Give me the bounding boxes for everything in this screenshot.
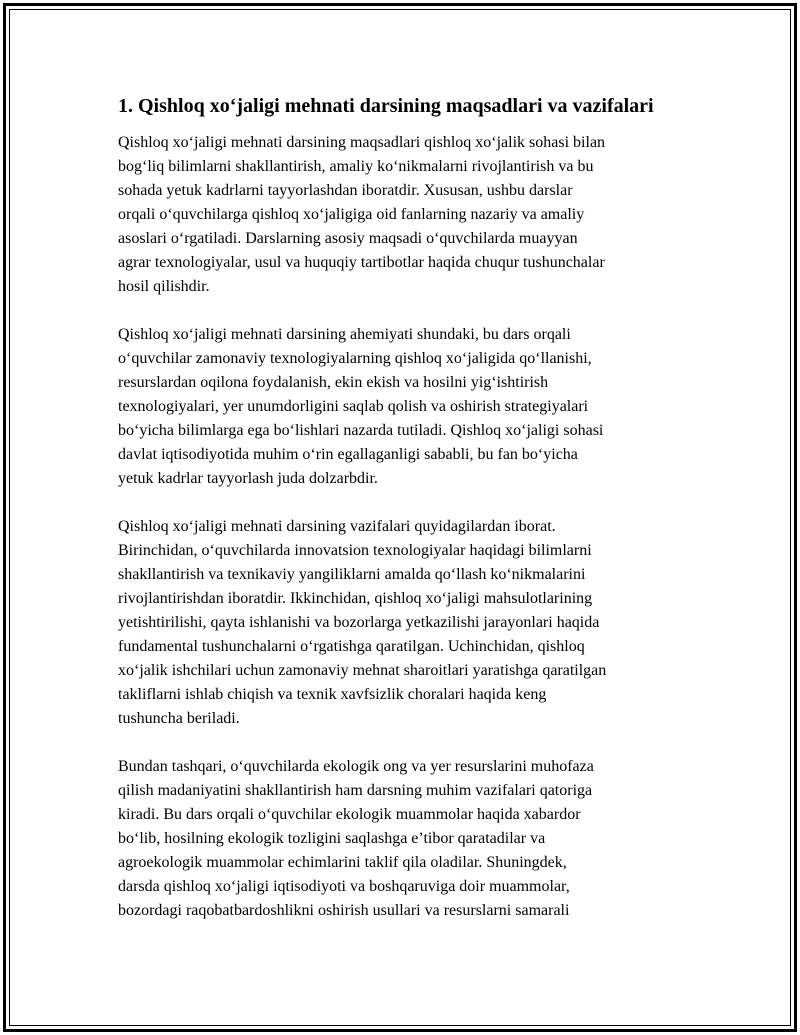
paragraph-line: yetuk kadrlar tayyorlash juda dolzarbdir. xyxy=(118,470,378,487)
paragraph-line: xo‘jalik ishchilari uchun zamonaviy mehnat sharoitlari yaratishga qaratilgan xyxy=(118,662,607,679)
paragraph-line: agroekologik muammolar echimlarini taklif qila oladilar. Shuningdek, xyxy=(118,854,567,871)
paragraph-line: hosil qilishdir. xyxy=(118,278,210,295)
section-heading: 1. Qishloq xo‘jaligi mehnati darsining maqsadlari va vazifalari xyxy=(118,95,654,117)
document-content xyxy=(118,92,688,947)
paragraph-line: takliflarni ishlab chiqish va texnik xavfsizlik choralari haqida keng xyxy=(118,686,547,703)
paragraph-line: shakllantirish va texnikaviy yangiliklarni amalda qo‘llash ko‘nikmalarini xyxy=(118,566,586,583)
paragraph-line: tushuncha beriladi. xyxy=(118,710,240,727)
paragraph-line: bog‘liq bilimlarni shakllantirish, amaliy ko‘nikmalarni rivojlantirish va bu xyxy=(118,158,594,175)
paragraph-line: darsda qishloq xo‘jaligi iqtisodiyoti va boshqaruviga doir muammolar, xyxy=(118,878,570,895)
paragraph-line: texnologiyalari, yer unumdorligini saqlab qolish va oshirish strategiyalari xyxy=(118,398,589,415)
paragraph-line: Bundan tashqari, o‘quvchilarda ekologik ong va yer resurslarini muhofaza xyxy=(118,758,594,775)
paragraph-line: orqali o‘quvchilarga qishloq xo‘jaligiga oid fanlarning nazariy va amaliy xyxy=(118,206,585,223)
paragraph-line: rivojlantirishdan iboratdir. Ikkinchidan, qishloq xo‘jaligi mahsulotlarining xyxy=(118,590,593,607)
paragraph-line: davlat iqtisodiyotida muhim o‘rin egallaganligi sababli, bu fan bo‘yicha xyxy=(118,446,578,463)
paragraph-line: bo‘lib, hosilning ekologik tozligini saqlashga e’tibor qaratadilar va xyxy=(118,830,546,847)
paragraph-line: agrar texnologiyalar, usul va huquqiy tartibotlar haqida chuqur tushunchalar xyxy=(118,254,605,271)
paragraph-line: Qishloq xo‘jaligi mehnati darsining vazifalari quyidagilardan iborat. xyxy=(118,518,556,535)
paragraph-line: kiradi. Bu dars orqali o‘quvchilar ekologik muammolar haqida xabardor xyxy=(118,806,581,823)
paragraph-line: qilish madaniyatini shakllantirish ham darsning muhim vazifalari qatoriga xyxy=(118,782,593,799)
paragraph-tasks xyxy=(118,515,688,731)
paragraph-line: fundamental tushunchalarni o‘rgatishga qaratilgan. Uchinchidan, qishloq xyxy=(118,638,585,655)
paragraph-ecology xyxy=(118,755,688,923)
paragraph-line: resurslardan oqilona foydalanish, ekin ekish va hosilni yig‘ishtirish xyxy=(118,374,549,391)
paragraph-line: yetishtirilishi, qayta ishlanishi va bozorlarga yetkazilishi jarayonlari haqida xyxy=(118,614,600,631)
paragraph-line: bo‘yicha bilimlarga ega bo‘lishlari nazarda tutiladi. Qishloq xo‘jaligi sohasi xyxy=(118,422,604,439)
paragraph-line: sohada yetuk kadrlarni tayyorlashdan iboratdir. Xususan, ushbu darslar xyxy=(118,182,573,199)
paragraph-importance xyxy=(118,323,688,491)
paragraph-line: Qishloq xo‘jaligi mehnati darsining ahemiyati shundaki, bu dars orqali xyxy=(118,326,571,343)
paragraph-goals xyxy=(118,131,688,299)
paragraph-line: bozordagi raqobatbardoshlikni oshirish usullari va resurslarni samarali xyxy=(118,902,570,919)
paragraph-line: Qishloq xo‘jaligi mehnati darsining maqsadlari qishloq xo‘jalik sohasi bilan xyxy=(118,134,606,151)
paragraph-line: asoslari o‘rgatiladi. Darslarning asosiy maqsadi o‘quvchilarda muayyan xyxy=(118,230,578,247)
paragraph-line: Birinchidan, o‘quvchilarda innovatsion texnologiyalar haqidagi bilimlarni xyxy=(118,542,592,559)
paragraph-line: o‘quvchilar zamonaviy texnologiyalarning qishloq xo‘jaligida qo‘llanishi, xyxy=(118,350,592,367)
